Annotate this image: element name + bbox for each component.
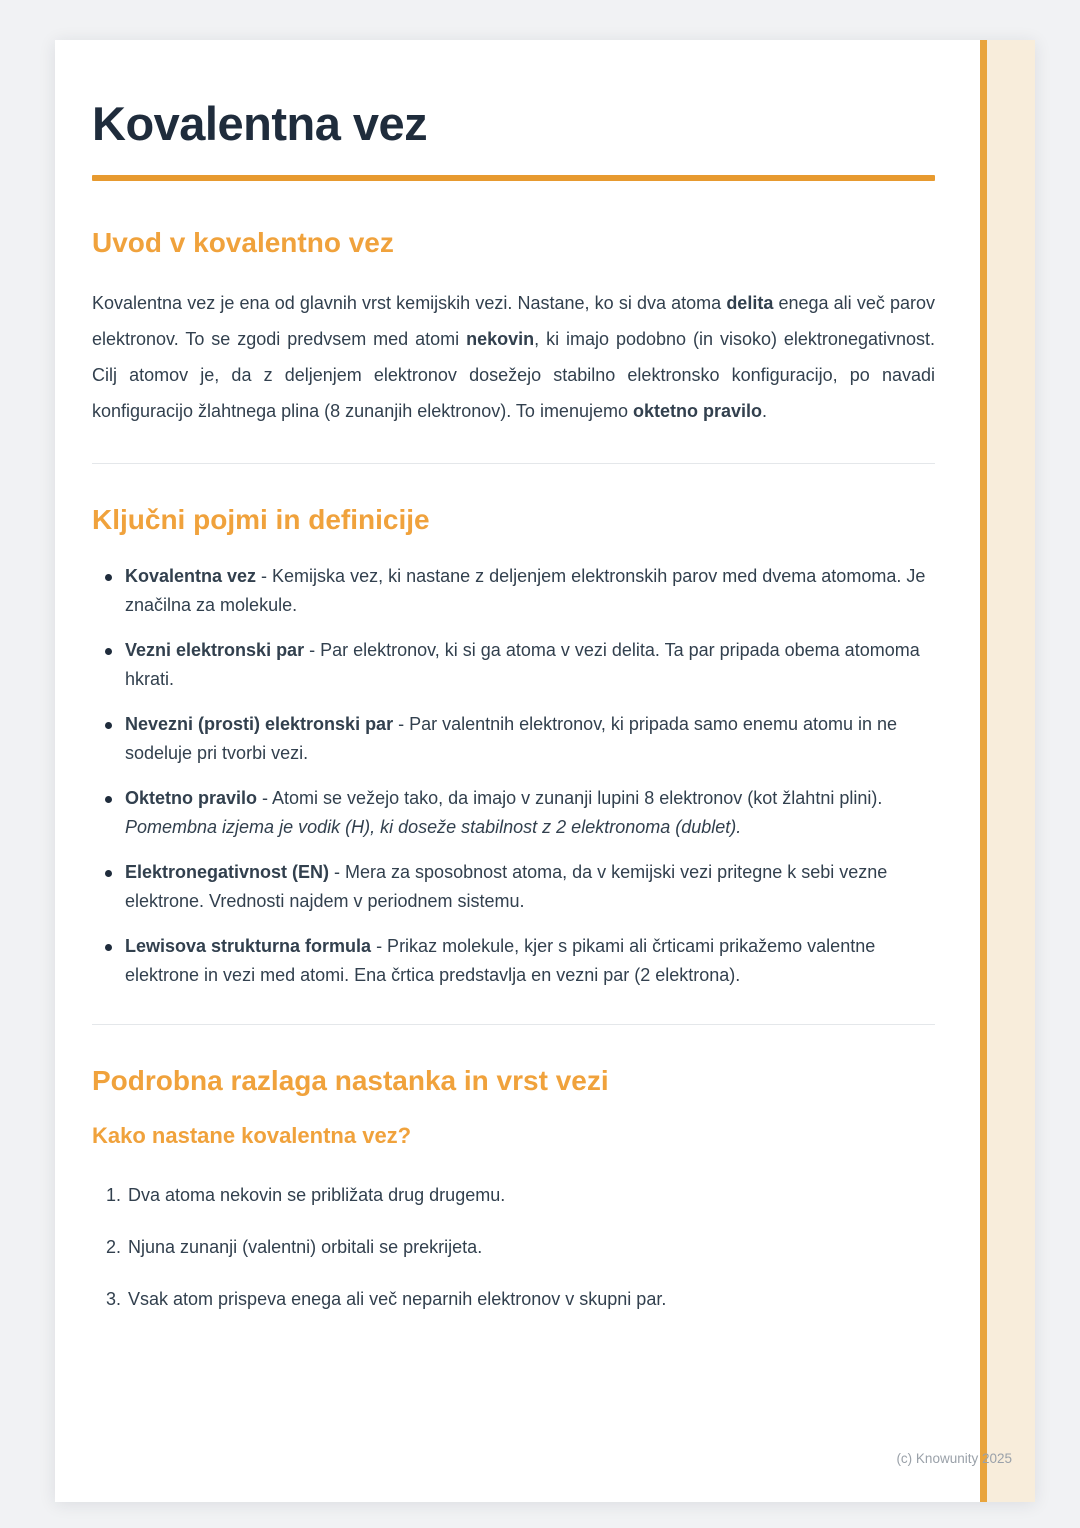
numbered-step	[92, 1181, 935, 1209]
step-number: 3.	[106, 1289, 122, 1309]
step-number: 1.	[106, 1185, 122, 1205]
list-item	[92, 636, 935, 694]
list-item-text: Lewisova strukturna formula - Prikaz molekule, kjer s pikami ali črticami prikažemo valentne elektrone in vezi med atomi. Ena črtica predstavlja en vezni par (2 elektrona).	[125, 936, 876, 985]
subsection-heading-formation: Kako nastane kovalentna vez?	[92, 1123, 412, 1148]
section-heading-intro: Uvod v kovalentno vez	[92, 227, 394, 258]
title-underline-rule	[92, 175, 935, 181]
bullet-marker	[105, 796, 112, 803]
list-item	[92, 710, 935, 768]
numbered-step	[92, 1285, 935, 1313]
bullet-marker	[105, 574, 112, 581]
document-content	[55, 40, 935, 1313]
list-item	[92, 858, 935, 916]
bullet-marker	[105, 722, 112, 729]
list-item	[92, 932, 935, 990]
list-item-text: Elektronegativnost (EN) - Mera za sposobnost atoma, da v kemijski vezi pritegne k sebi vezne elektrone. Vrednosti najdem v periodnem sistemu.	[125, 862, 888, 911]
page-title: Kovalentna vez	[92, 97, 428, 150]
decorative-side-band	[980, 40, 1035, 1502]
step-text: Njuna zunanji (valentni) orbitali se prekrijeta.	[128, 1237, 483, 1257]
list-item-text: Kovalentna vez - Kemijska vez, ki nastane z deljenjem elektronskih parov med dvema atomoma. Je značilna za molekule.	[125, 566, 926, 615]
list-item-text: Vezni elektronski par - Par elektronov, ki si ga atoma v vezi delita. Ta par pripada obema atomoma hkrati.	[125, 640, 920, 689]
copyright-footer: (c) Knowunity 2025	[896, 1451, 1012, 1466]
list-item	[92, 562, 935, 620]
key-terms-list	[92, 562, 935, 990]
section-divider	[92, 1024, 935, 1025]
intro-paragraph: Kovalentna vez je ena od glavnih vrst kemijskih vezi. Nastane, ko si dva atoma delita enega ali več parov elektronov. To se zgodi predvsem med atomi nekovin, ki imajo podobno (in visoko) elektronegativnost. Cilj atomov je, da z deljenjem elektronov dosežejo stabilno elektronsko konfiguracijo, po navadi konfiguracijo žlahtnega plina (8 zunanjih elektronov). To imenujemo oktetno pravilo.	[92, 293, 935, 421]
bullet-marker	[105, 648, 112, 655]
bullet-marker	[105, 944, 112, 951]
list-item-text: Nevezni (prosti) elektronski par - Par valentnih elektronov, ki pripada samo enemu atomu in ne sodeluje pri tvorbi vezi.	[125, 714, 898, 763]
section-heading-explanation: Podrobna razlaga nastanka in vrst vezi	[92, 1065, 609, 1096]
list-item	[92, 784, 935, 842]
step-text: Dva atoma nekovin se približata drug drugemu.	[128, 1185, 506, 1205]
step-number: 2.	[106, 1237, 122, 1257]
formation-steps-list	[92, 1181, 935, 1313]
document-card	[55, 40, 1035, 1502]
list-item-text: Oktetno pravilo - Atomi se vežejo tako, da imajo v zunanji lupini 8 elektronov (kot žlahtni plini). Pomembna izjema je vodik (H), ki doseže stabilnost z 2 elektronoma (dublet).	[125, 788, 883, 837]
bullet-marker	[105, 870, 112, 877]
section-heading-key-terms: Ključni pojmi in definicije	[92, 504, 430, 535]
section-divider	[92, 463, 935, 464]
step-text: Vsak atom prispeva enega ali več neparnih elektronov v skupni par.	[128, 1289, 667, 1309]
numbered-step	[92, 1233, 935, 1261]
